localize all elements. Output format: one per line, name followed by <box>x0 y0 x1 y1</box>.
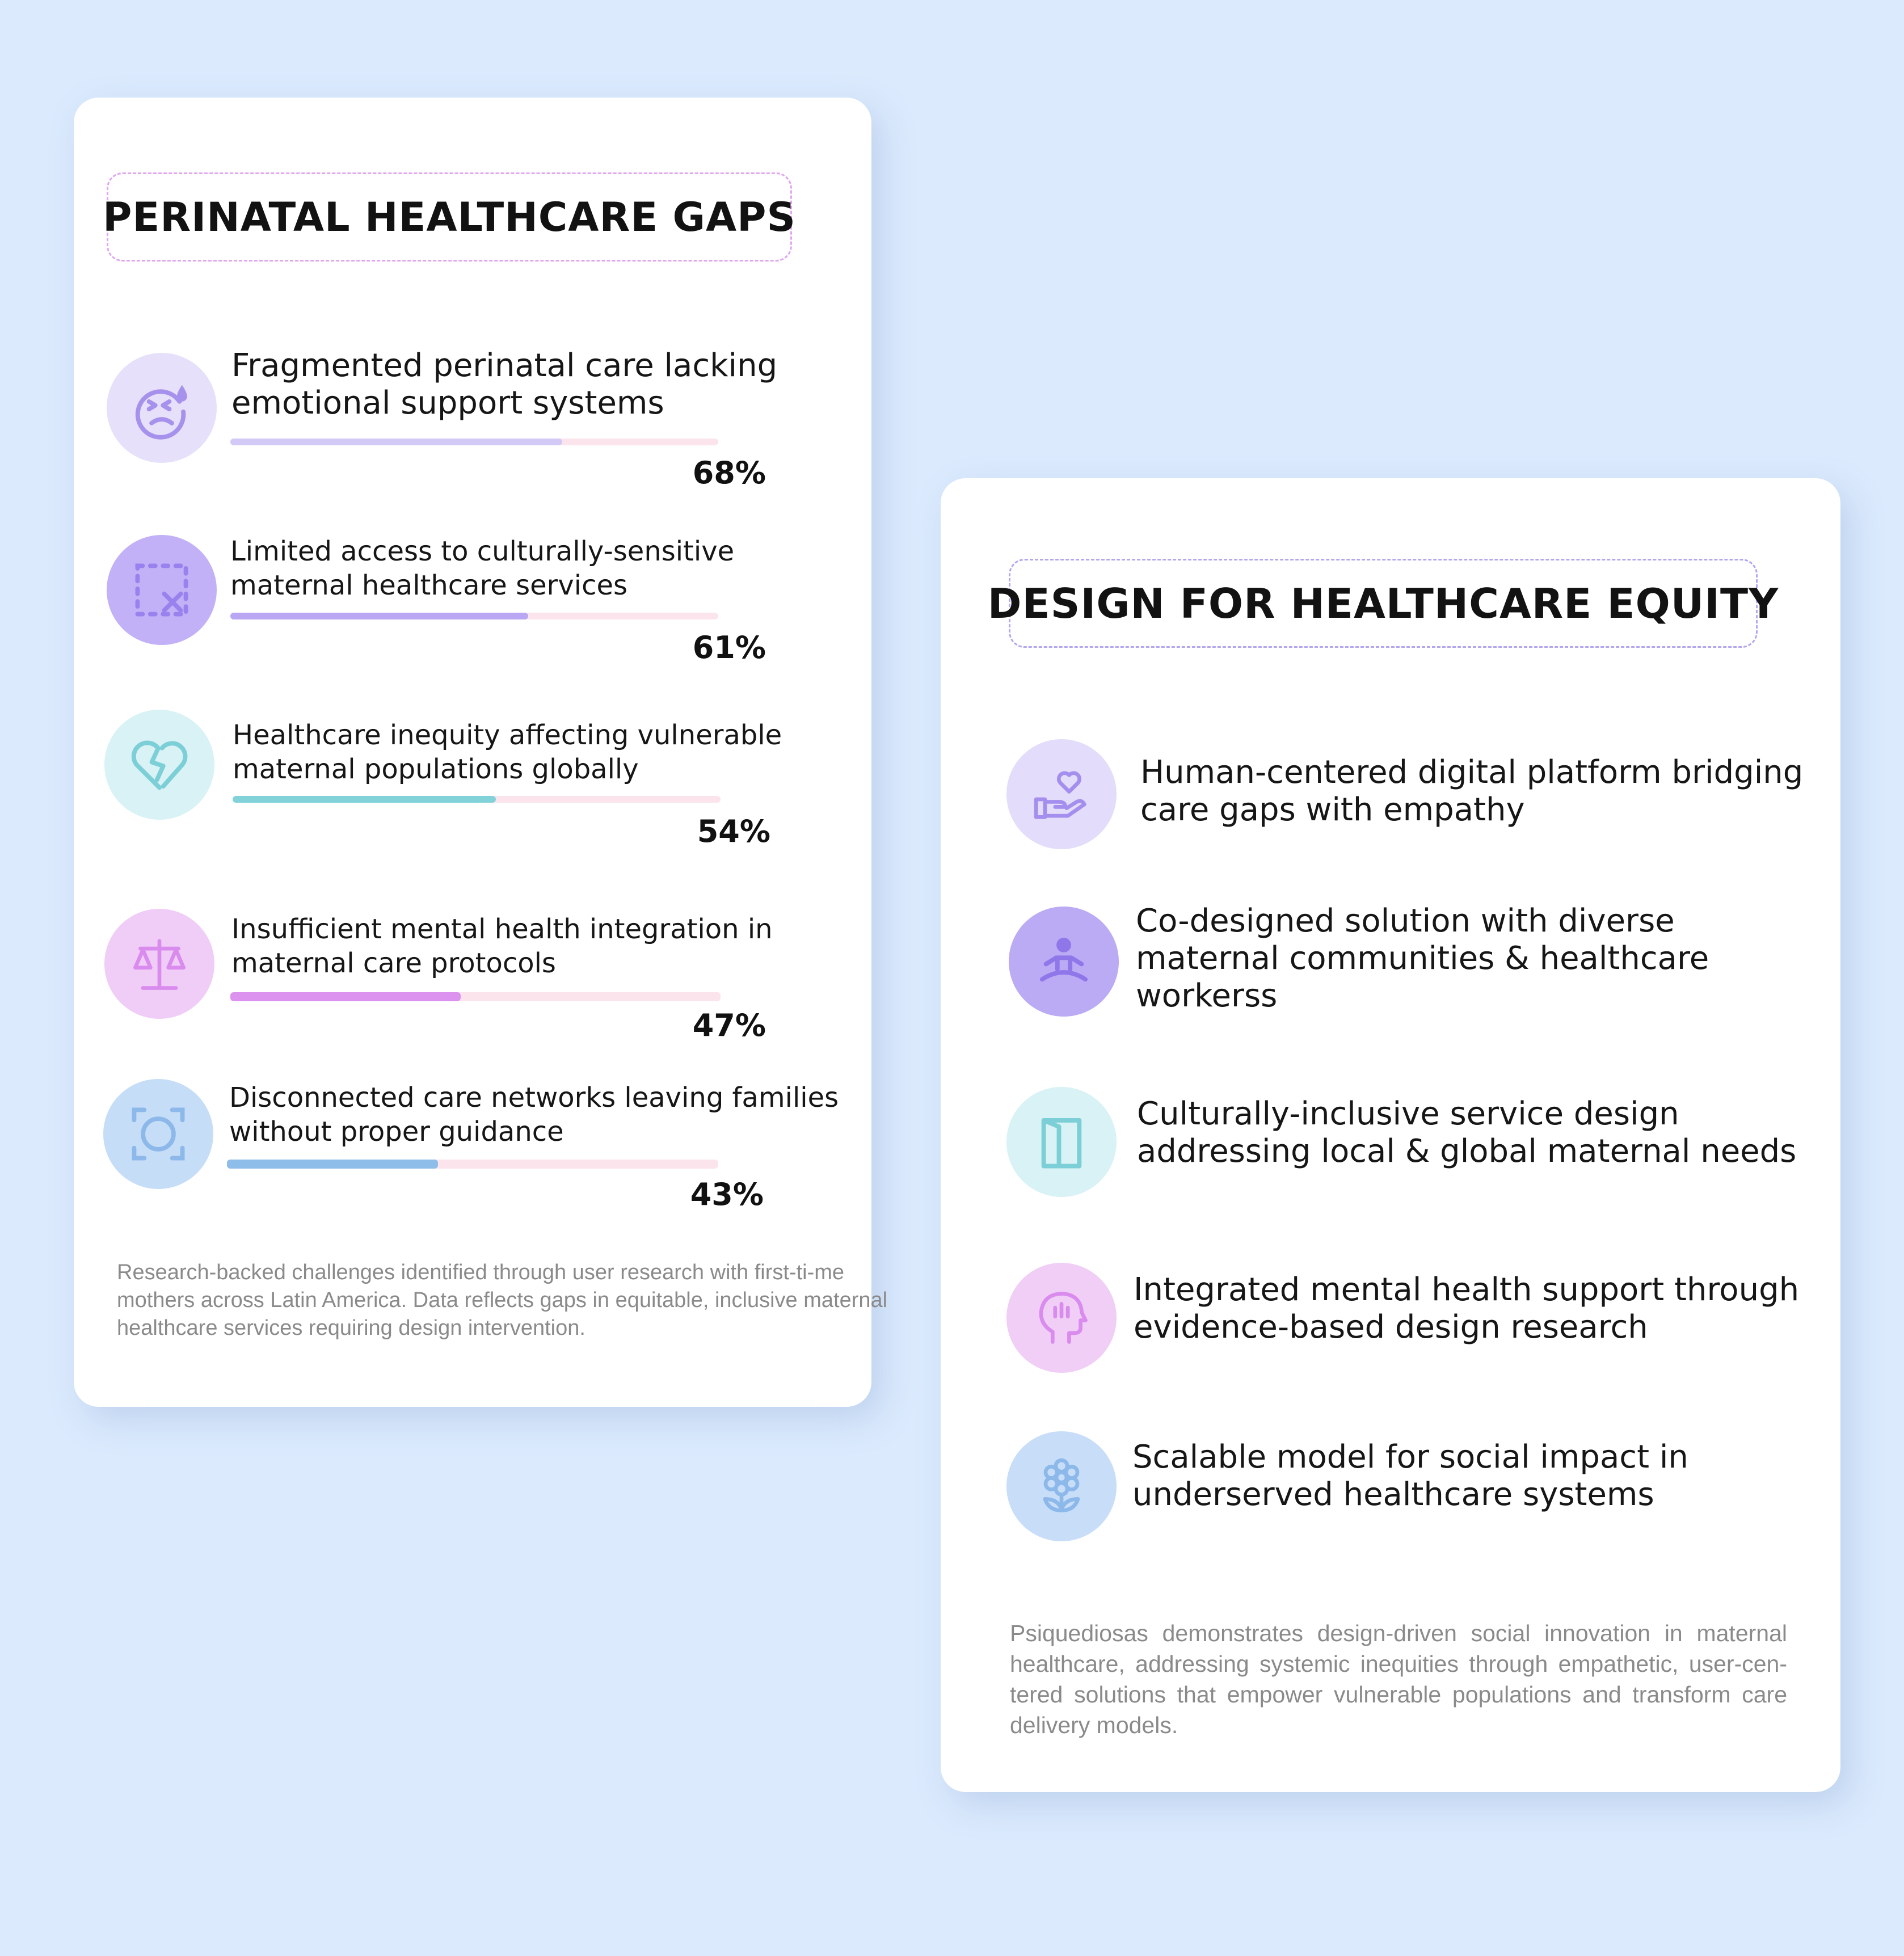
healthcare-gaps-card <box>74 98 888 1407</box>
gap-item-3-text: Healthcare inequity affecting vulnerable maternal populations globally <box>233 719 782 785</box>
gap-item-5-bar-fill <box>227 1160 438 1169</box>
focus-circle-icon <box>103 1079 213 1189</box>
gaps-title: PERINATAL HEALTHCARE GAPS <box>103 193 796 241</box>
hand-heart-icon <box>1006 739 1117 849</box>
dashed-box-x-icon <box>107 535 217 645</box>
gap-item-4-text: Insufficient mental health integration in maternal care protocols <box>231 913 773 979</box>
healthcare-equity-card <box>941 478 1840 1792</box>
gap-item-4-percent: 47% <box>692 1007 766 1043</box>
gap-item-5-percent: 43% <box>690 1177 764 1212</box>
gap-item-2-bar <box>230 613 718 619</box>
equity-item-3-text: Culturally-inclusive service design addressing local & global maternal needs <box>1137 1095 1797 1170</box>
gap-item-2-bar-fill <box>230 613 528 619</box>
gaps-footnote: Research-backed challenges identified through user research with first-ti-me mothers across Latin America. Data reflects gaps in equitable, inclusive maternal healthcare services requiring design intervention. <box>117 1261 888 1340</box>
gap-item-3-percent: 54% <box>697 813 770 849</box>
book-icon <box>1006 1087 1117 1197</box>
gap-item-3-bar <box>233 796 721 803</box>
broken-heart-icon <box>104 710 214 820</box>
equity-item-2-text: Co-designed solution with diverse maternal communities & healthcare workerss <box>1136 903 1709 1014</box>
head-mind-icon <box>1006 1263 1117 1373</box>
equity-item-4-text: Integrated mental health support through evidence-based design research <box>1134 1271 1800 1346</box>
gap-item-4-bar-fill <box>230 992 461 1001</box>
equity-title: DESIGN FOR HEALTHCARE EQUITY <box>987 579 1779 627</box>
equity-item-5-text: Scalable model for social impact in underserved healthcare systems <box>1132 1439 1688 1513</box>
equity-item-1-text: Human-centered digital platform bridging care gaps with empathy <box>1140 754 1804 828</box>
gap-item-4-bar <box>230 992 721 1001</box>
gap-item-3-bar-fill <box>233 796 496 803</box>
gap-item-2-percent: 61% <box>692 630 766 665</box>
gap-item-1-text: Fragmented perinatal care lacking emotional support systems <box>231 347 778 421</box>
gap-item-5-bar <box>227 1160 718 1169</box>
gap-item-1-bar <box>230 439 718 445</box>
gap-item-1-bar-fill <box>230 439 562 445</box>
equity-title-box <box>987 559 1779 648</box>
gap-item-1-percent: 68% <box>692 455 766 491</box>
equity-footnote: Psiquediosas demonstrates design-driven social innovation in maternal healthcare, addressing systemic inequities through empathetic, user-cen-tered solutions that empower vulnerable populations and transform care delivery models. <box>1010 1620 1787 1738</box>
meditation-icon <box>1009 907 1119 1017</box>
gap-item-2-text: Limited access to culturally-sensitive maternal healthcare services <box>230 536 735 601</box>
gap-item-5-text: Disconnected care networks leaving families without proper guidance <box>229 1082 839 1148</box>
gaps-title-box <box>103 172 796 262</box>
flower-icon <box>1006 1431 1117 1541</box>
sad-face-tear-icon <box>107 353 217 463</box>
scales-icon <box>104 909 214 1019</box>
